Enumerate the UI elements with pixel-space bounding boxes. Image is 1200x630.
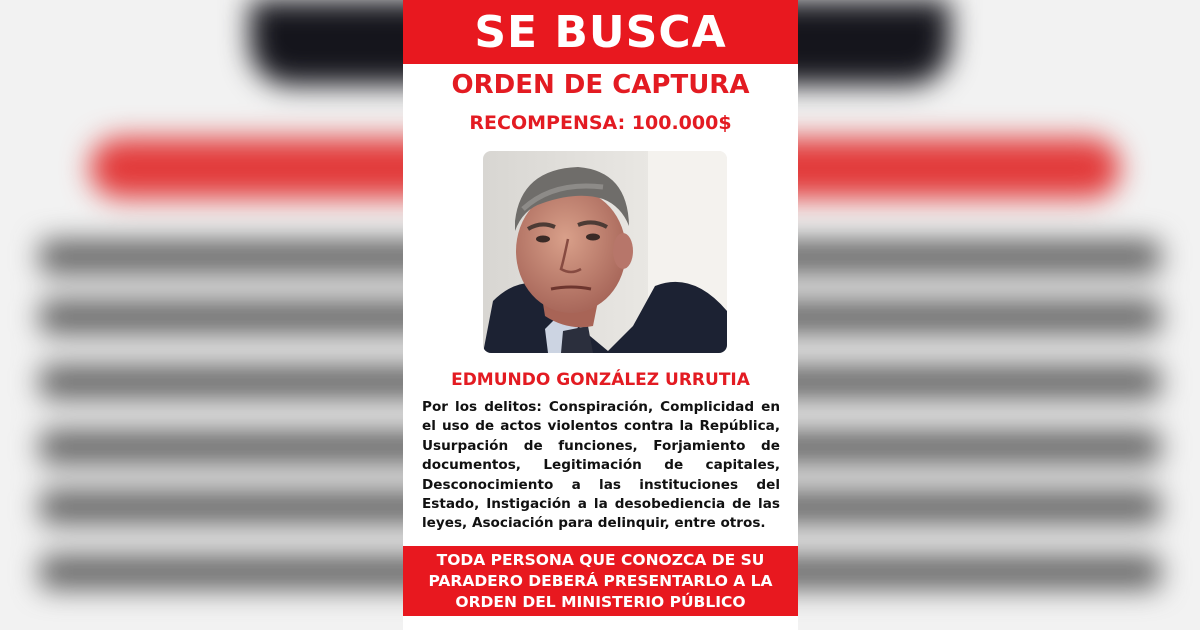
poster-footer: TODA PERSONA QUE CONOZCA DE SU PARADERO DEBERÁ PRESENTARLO A LA ORDEN DEL MINISTERIO PÚBLICO: [403, 546, 798, 616]
poster-subtitle: ORDEN DE CAPTURA: [451, 70, 750, 100]
poster-header: SE BUSCA: [403, 0, 798, 64]
reward-text: RECOMPENSA: 100.000$: [469, 112, 732, 134]
wanted-person-name: EDMUNDO GONZÁLEZ URRUTIA: [451, 370, 750, 390]
wanted-poster: [403, 0, 798, 630]
crimes-description: Por los delitos: Conspiración, Complicidad en el uso de actos violentos contra la República, Usurpación de funciones, Forjamiento de documentos, Legitimación de capitales, Desconocimiento a las instituciones del Estado, Instigación a la desobediencia de las leyes, Asociación para delinquir, entre otros.: [422, 399, 780, 532]
portrait-photo: [483, 151, 727, 353]
